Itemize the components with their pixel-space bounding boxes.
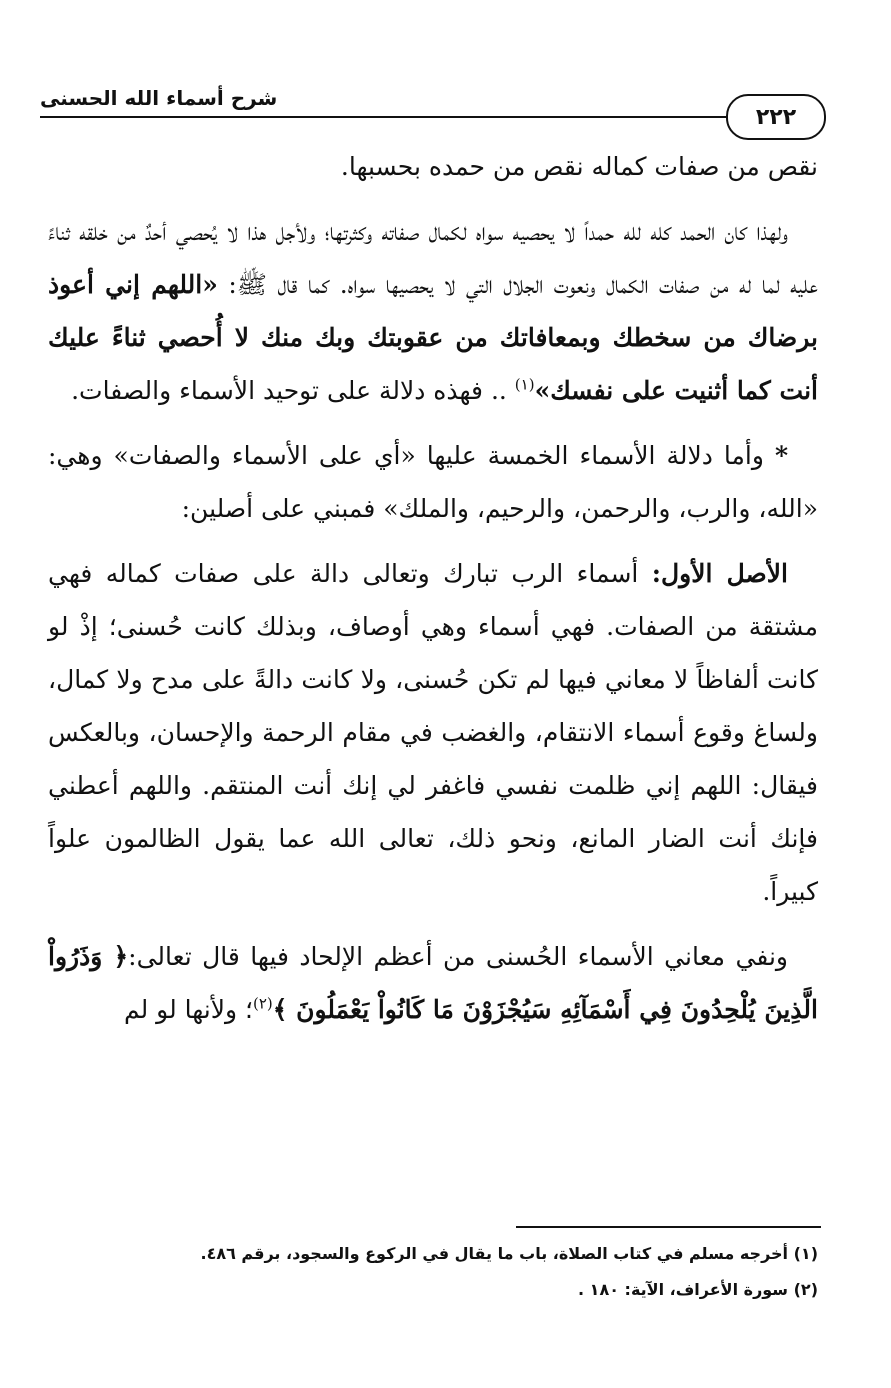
footnotes [48, 1236, 818, 1308]
paragraph-5-text: ونفي معاني الأسماء الحُسنى من أعظم الإلحاد فيها قال تعالى: [128, 942, 788, 971]
header-rule [40, 116, 728, 118]
paragraph-2-text: ولهذا كان الحمد كله لله حمداً لا يحصيه سواه لكمال صفاته وكثرتها؛ ولأجل هذا لا يُحصي أحدٌ من خلقه ثناءً عليه لما له من صفات الكمال ونعوت الجلال التي لا يحصيها سواه. كما قال ﷺ: [48, 217, 818, 299]
footnote-1: (١) أخرجه مسلم في كتاب الصلاة، باب ما يقال في الركوع والسجود، برقم ٤٨٦. [200, 1244, 818, 1263]
page-header [40, 82, 826, 142]
paragraph-3 [48, 429, 818, 535]
page-body [48, 140, 818, 1048]
section-label: الأصل الأول: [651, 559, 788, 588]
quran-verse: ﴿ وَذَرُواْ الَّذِينَ يُلْحِدُونَ فِي أَسْمَآئِهِ سَيُجْزَوْنَ مَا كَانُواْ يَعْمَلُونَ ﴾ [48, 942, 818, 1024]
hadith-quote: «اللهم إني أعوذ برضاك من سخطك وبمعافاتك من عقوبتك وبك منك لا أُحصي ثناءً عليك أنت كما أثنيت على نفسك» [48, 270, 818, 405]
paragraph-1-text: نقص من صفات كماله نقص من حمده بحسبها. [340, 152, 818, 181]
page-number-badge: ٢٢٢ [726, 94, 826, 140]
paragraph-1 [48, 140, 818, 193]
paragraph-5-end: ؛ ولأنها لو لم [123, 995, 253, 1024]
footnote-ref-1: (١) [514, 375, 535, 394]
star-bullet-icon: * [774, 441, 789, 470]
running-title: شرح أسماء الله الحسنى [40, 86, 278, 110]
paragraph-3-text: وأما دلالة الأسماء الخمسة عليها «أي على الأسماء والصفات» وهي: «الله، والرب، والرحمن، والرحيم، والملك» فمبني على أصلين: [48, 441, 818, 523]
paragraph-5 [48, 930, 818, 1036]
footnote-rule [516, 1226, 821, 1228]
footnote-2: (٢) سورة الأعراف، الآية: ١٨٠ . [578, 1280, 818, 1299]
paragraph-2 [48, 205, 818, 417]
paragraph-4-text: أسماء الرب تبارك وتعالى دالة على صفات كماله فهي مشتقة من الصفات. فهي أسماء وهي أوصاف، وبذلك كانت حُسنى؛ إذْ لو كانت ألفاظاً لا معاني فيها لم تكن حُسنى، ولا كانت دالةً على مدح ولا كمال، ولساغ وقوع أسماء الانتقام، والغضب في مقام الرحمة والإحسان، وبالعكس فيقال: اللهم إني ظلمت نفسي فاغفر لي إنك أنت المنتقم. واللهم أعطني فإنك أنت الضار المانع، ونحو ذلك، تعالى الله عما يقول الظالمون علواً كبيراً. [48, 559, 818, 906]
footnote-ref-2: (٢) [253, 994, 273, 1013]
paragraph-4 [48, 547, 818, 918]
paragraph-2-end: .. فهذه دلالة على توحيد الأسماء والصفات. [71, 376, 507, 405]
